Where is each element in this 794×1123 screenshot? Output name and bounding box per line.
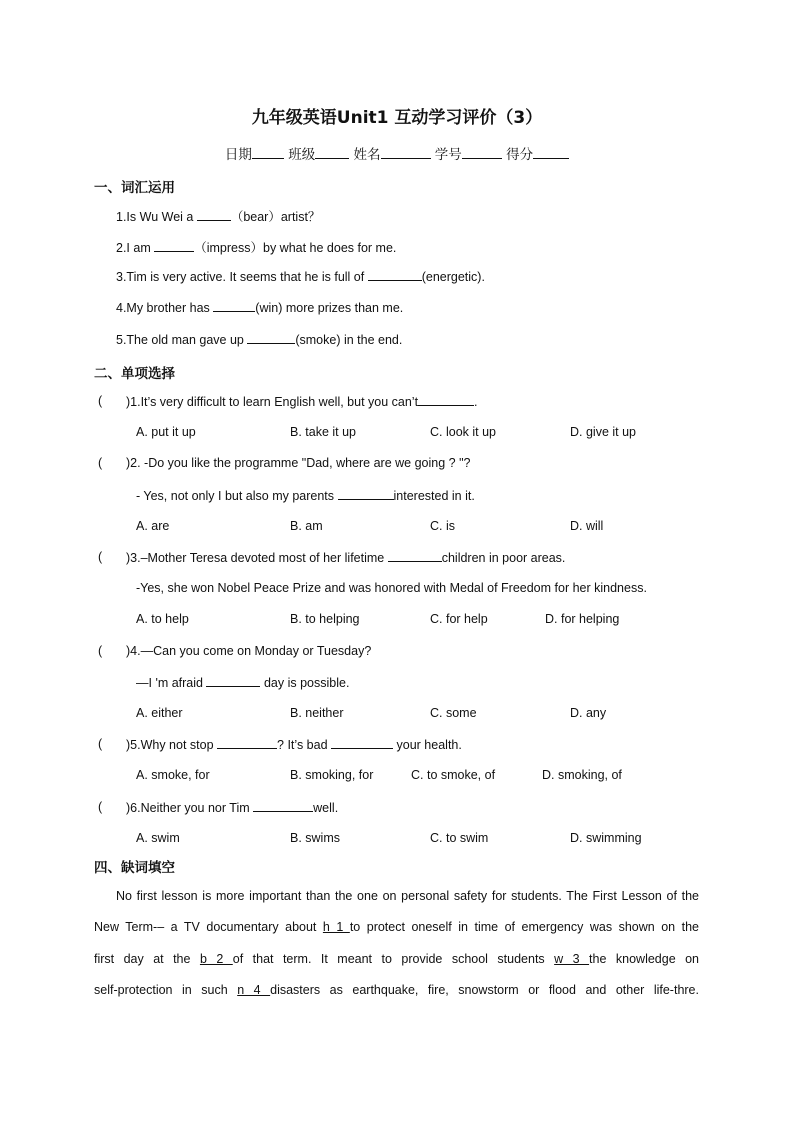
option-a[interactable]: A. are	[136, 519, 170, 533]
class-blank[interactable]	[315, 146, 349, 159]
vocab-item-5: 5.The old man gave up (smoke) in the end.	[116, 333, 403, 347]
option-b[interactable]: B. swims	[290, 831, 340, 845]
answer-paren[interactable]: (	[98, 800, 103, 814]
answer-blank	[388, 550, 442, 562]
option-b[interactable]: B. am	[290, 519, 323, 533]
date-blank[interactable]	[252, 146, 284, 159]
option-a[interactable]: A. smoke, for	[136, 768, 210, 782]
question-3-response: -Yes, she won Nobel Peace Prize and was honored with Medal of Freedom for her kindness.	[136, 581, 647, 595]
passage-line-4: self-protection in such n 4 disasters as earthquake, fire, snowstorm or flood and other life-thre.	[94, 983, 699, 997]
option-d[interactable]: D. give it up	[570, 425, 637, 439]
answer-blank[interactable]	[368, 269, 422, 281]
question-6: )6.Neither you nor Tim well.	[126, 801, 339, 815]
section-heading-vocabulary: 一、词汇运用	[94, 180, 175, 196]
answer-blank	[217, 737, 277, 749]
answer-blank	[206, 675, 260, 687]
vocab-item-2: 2.I am （impress）by what he does for me.	[116, 241, 397, 255]
answer-paren[interactable]: (	[98, 644, 103, 658]
vocab-item-3: 3.Tim is very active. It seems that he is full of (energetic).	[116, 270, 485, 284]
answer-blank[interactable]	[197, 209, 231, 221]
option-a[interactable]: A. put it up	[136, 425, 196, 439]
answer-paren[interactable]: (	[98, 550, 103, 564]
answer-blank[interactable]	[154, 240, 194, 252]
answer-blank	[418, 394, 474, 406]
class-label: 班级	[288, 147, 316, 163]
option-d[interactable]: D. smoking, of	[542, 768, 622, 782]
answer-blank	[338, 488, 394, 500]
question-5: )5.Why not stop ? It’s bad your health.	[126, 738, 462, 752]
option-b[interactable]: B. smoking, for	[290, 768, 374, 782]
vocab-item-4: 4.My brother has (win) more prizes than me.	[116, 301, 404, 315]
answer-paren[interactable]: (	[98, 394, 103, 408]
option-b[interactable]: B. neither	[290, 706, 344, 720]
section-heading-multiple-choice: 二、单项选择	[94, 366, 175, 382]
option-c[interactable]: C. look it up	[430, 425, 497, 439]
option-d[interactable]: D. for helping	[545, 612, 620, 626]
answer-paren[interactable]: (	[98, 737, 103, 751]
question-1: )1.It’s very difficult to learn English well, but you can’t .	[126, 395, 478, 409]
option-d[interactable]: D. swimming	[570, 831, 642, 845]
cloze-blank-1[interactable]: h 1	[322, 920, 350, 934]
page-title: 九年级英语Unit1 互动学习评价（3）	[251, 108, 543, 128]
question-4: )4.—Can you come on Monday or Tuesday?	[126, 644, 372, 658]
cloze-blank-3[interactable]: w 3	[554, 952, 590, 966]
name-blank[interactable]	[381, 146, 431, 159]
option-a[interactable]: A. to help	[136, 612, 189, 626]
option-d[interactable]: D. will	[570, 519, 604, 533]
option-a[interactable]: A. swim	[136, 831, 180, 845]
option-c[interactable]: C. is	[430, 519, 455, 533]
question-4-response: —I 'm afraid day is possible.	[136, 676, 350, 690]
student-info-line	[0, 143, 794, 163]
score-blank[interactable]	[533, 146, 569, 159]
name-label: 姓名	[353, 147, 381, 163]
section-heading-cloze: 四、缺词填空	[94, 860, 175, 876]
cloze-blank-4[interactable]: n 4	[237, 983, 271, 997]
number-blank[interactable]	[462, 146, 502, 159]
number-label: 学号	[434, 147, 462, 163]
cloze-blank-2[interactable]: b 2	[199, 952, 233, 966]
question-2: )2. -Do you like the programme "Dad, where are we going ? "?	[126, 456, 471, 470]
answer-paren[interactable]: (	[98, 456, 103, 470]
option-c[interactable]: C. to swim	[430, 831, 489, 845]
option-c[interactable]: C. some	[430, 706, 477, 720]
passage-line-1: No first lesson is more important than the one on personal safety for students. The First Lesson of the	[116, 889, 699, 903]
option-c[interactable]: C. to smoke, of	[411, 768, 496, 782]
vocab-item-1: 1.Is Wu Wei a （bear）artist？	[116, 210, 321, 224]
passage-line-2: New Term-– a TV documentary about h 1 to protect oneself in time of emergency was shown on the	[94, 920, 699, 934]
option-c[interactable]: C. for help	[430, 612, 488, 626]
question-2-response: - Yes, not only I but also my parents interested in it.	[136, 489, 475, 503]
option-a[interactable]: A. either	[136, 706, 183, 720]
option-b[interactable]: B. take it up	[290, 425, 357, 439]
answer-blank	[331, 737, 393, 749]
option-d[interactable]: D. any	[570, 706, 607, 720]
score-label: 得分	[506, 147, 534, 163]
question-3: )3.–Mother Teresa devoted most of her lifetime children in poor areas.	[126, 551, 566, 565]
answer-blank[interactable]	[247, 332, 295, 344]
option-b[interactable]: B. to helping	[290, 612, 360, 626]
answer-blank	[253, 800, 313, 812]
answer-blank[interactable]	[213, 300, 255, 312]
date-label: 日期	[224, 147, 252, 163]
passage-line-3: first day at the b 2 of that term. It meant to provide school students w 3 the knowledge on	[94, 952, 700, 966]
